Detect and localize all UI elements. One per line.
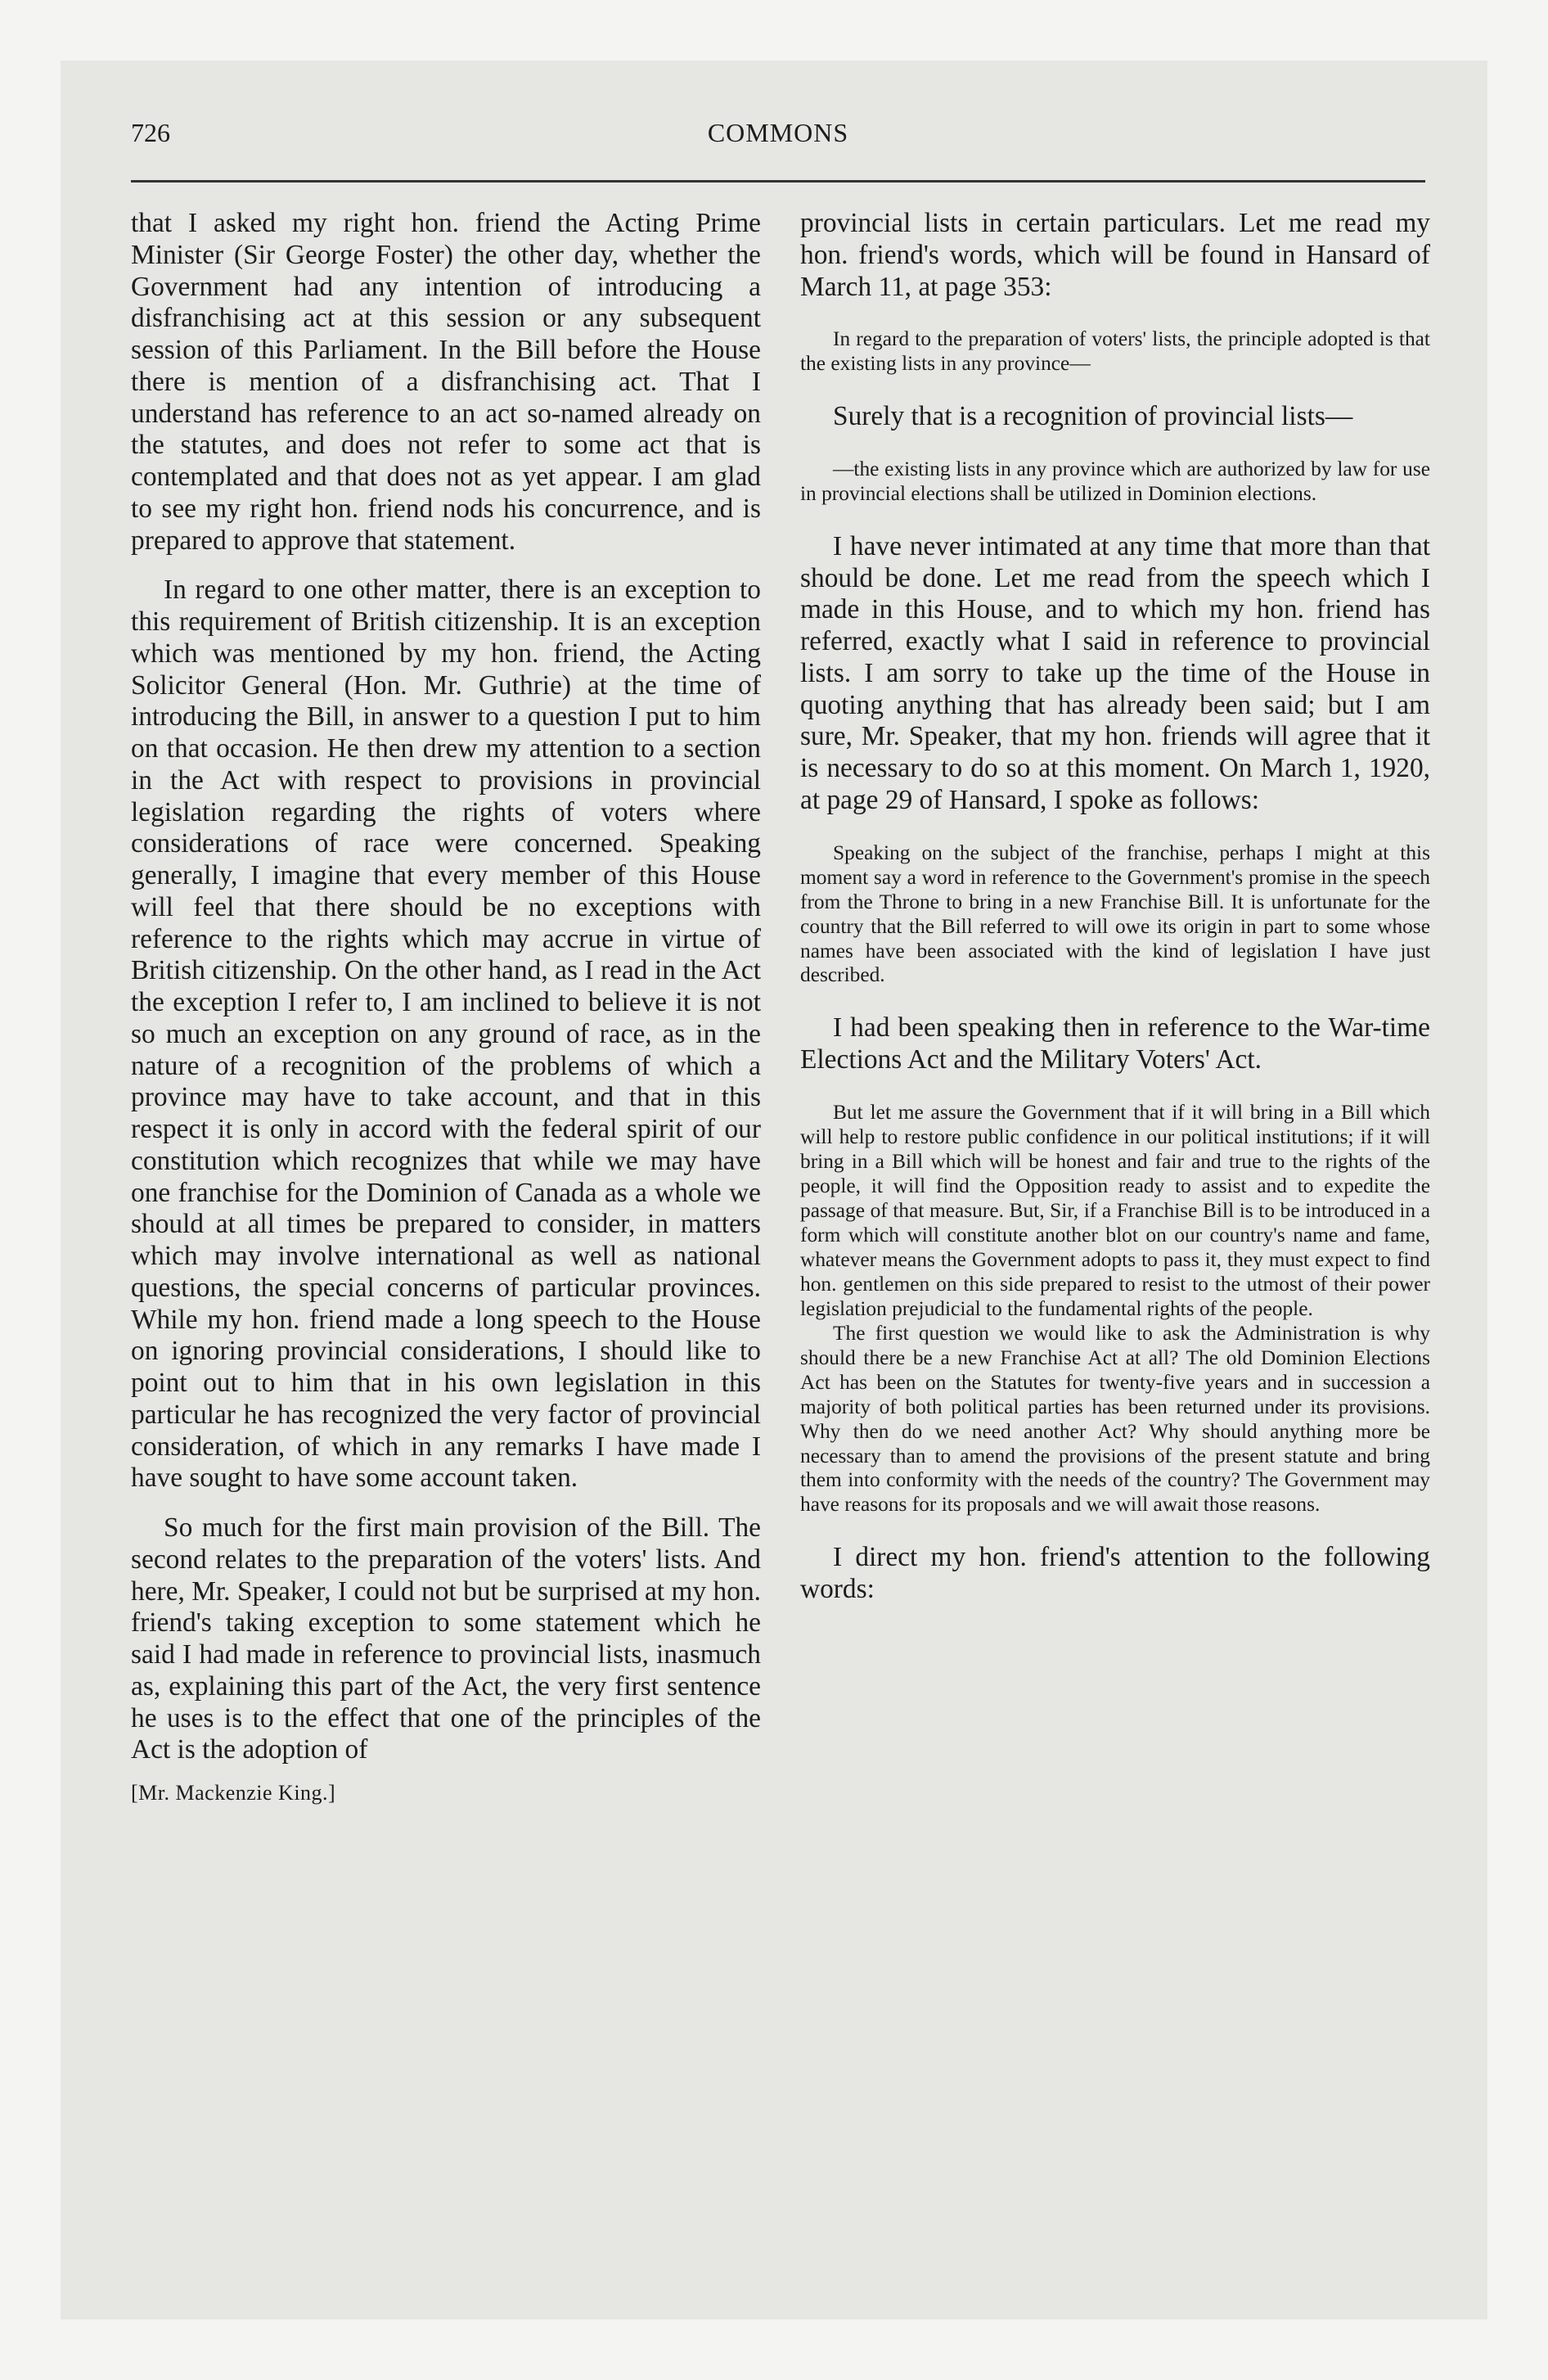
- speech-paragraph: I had been speaking then in reference to the War-time Elections Act and the Military Voters' Act.: [800, 1012, 1430, 1075]
- speech-paragraph: I direct my hon. friend's attention to the following words:: [800, 1542, 1430, 1605]
- left-column: [131, 208, 761, 1805]
- right-column: [800, 208, 1430, 1606]
- quoted-passage: But let me assure the Government that if it will bring in a Bill which will help to restore public confidence in our political institutions; if it will bring in a Bill which will be honest and fair and true to the rights of the people, it will find the Opposition ready to assist and to expedite the passage of that measure. But, Sir, if a Franchise Bill is to be introduced in a form which will constitute another blot on our country's name and fame, whatever means the Government adopts to pass it, they must expect to find hon. gentlemen on this side prepared to resist to the utmost of their power legislation prejudicial to the fundamental rights of the people.: [800, 1100, 1430, 1320]
- quoted-passage: The first question we would like to ask the Administration is why should there be a new Franchise Act at all? The old Dominion Elections Act has been on the Statutes for twenty-five years and in succession a majority of both political parties has been returned under its provisions. Why then do we need another Act? Why should anything more be necessary than to amend the provisions of the present statute and bring them into conformity with the needs of the country? The Government may have reasons for its proposals and we will await those reasons.: [800, 1321, 1430, 1517]
- speech-paragraph: provincial lists in certain particulars. Let me read my hon. friend's words, which will be found in Hansard of March 11, at page 353:: [800, 208, 1430, 302]
- header-rule: [131, 180, 1425, 183]
- page-number: 726: [131, 118, 170, 147]
- speech-paragraph: that I asked my right hon. friend the Acting Prime Minister (Sir George Foster) the other day, whether the Government had any intention of introducing a disfranchising act at this session or any subsequent session of this Parliament. In the Bill before the House there is mention of a disfranchising act. That I understand has reference to an act so-named already on the statutes, and does not refer to some act that is contemplated and that does not as yet appear. I am glad to see my right hon. friend nods his concurrence, and is prepared to approve that statement.: [131, 208, 761, 556]
- quoted-passage: —the existing lists in any province which are authorized by law for use in provincial elections shall be utilized in Dominion elections.: [800, 457, 1430, 505]
- speaker-attribution: [Mr. Mackenzie King.]: [131, 1781, 336, 1805]
- running-head: COMMONS: [707, 118, 849, 147]
- speech-paragraph: Surely that is a recognition of provincial lists—: [833, 401, 1353, 432]
- page: [61, 61, 1487, 2319]
- speech-paragraph: In regard to one other matter, there is an exception to this requirement of British citizenship. It is an exception which was mentioned by my hon. friend, the Acting Solicitor General (Hon. Mr. Guthrie) at the time of introducing the Bill, in answer to a question I put to him on that occasion. He then drew my attention to a section in the Act with respect to provisions in provincial legislation regarding the rights of voters where considerations of race were concerned. Speaking generally, I imagine that every member of this House will feel that there should be no exceptions with reference to the rights which may accrue in virtue of British citizenship. On the other hand, as I read in the Act the exception I refer to, I am inclined to believe it is not so much an exception on any ground of race, as in the nature of a recognition of the problems of which a province may have to take account, and that in this respect it is only in accord with the federal spirit of our constitution which recognizes that while we may have one franchise for the Dominion of Canada as a whole we should at all times be prepared to consider, in matters which may involve international as well as national questions, the special concerns of particular provinces. While my hon. friend made a long speech to the House on ignoring provincial considerations, I should like to point out to him that in his own legislation in this particular he has recognized the very factor of provincial consideration, of which in any remarks I have made I have sought to have some account taken.: [131, 575, 761, 1494]
- quoted-passage: Speaking on the subject of the franchise, perhaps I might at this moment say a word in reference to the Government's promise in the speech from the Throne to bring in a new Franchise Bill. It is unfortunate for the country that the Bill referred to will owe its origin in part to some whose names have been associated with the kind of legislation I have just described.: [800, 841, 1430, 987]
- quoted-passage: In regard to the preparation of voters' lists, the principle adopted is that the existing lists in any province—: [800, 327, 1430, 376]
- page-header: [131, 118, 1425, 175]
- speech-paragraph: I have never intimated at any time that more than that should be done. Let me read from the speech which I made in this House, and to which my hon. friend has referred, exactly what I said in reference to provincial lists. I am sorry to take up the time of the House in quoting anything that has already been said; but I am sure, Mr. Speaker, that my hon. friends will agree that it is necessary to do so at this moment. On March 1, 1920, at page 29 of Hansard, I spoke as follows:: [800, 530, 1430, 815]
- speech-paragraph: So much for the first main provision of the Bill. The second relates to the preparation of the voters' lists. And here, Mr. Speaker, I could not but be surprised at my hon. friend's taking exception to some statement which he said I had made in reference to provincial lists, inasmuch as, explaining this part of the Act, the very first sentence he uses is to the effect that one of the principles of the Act is the adoption of: [131, 1512, 761, 1765]
